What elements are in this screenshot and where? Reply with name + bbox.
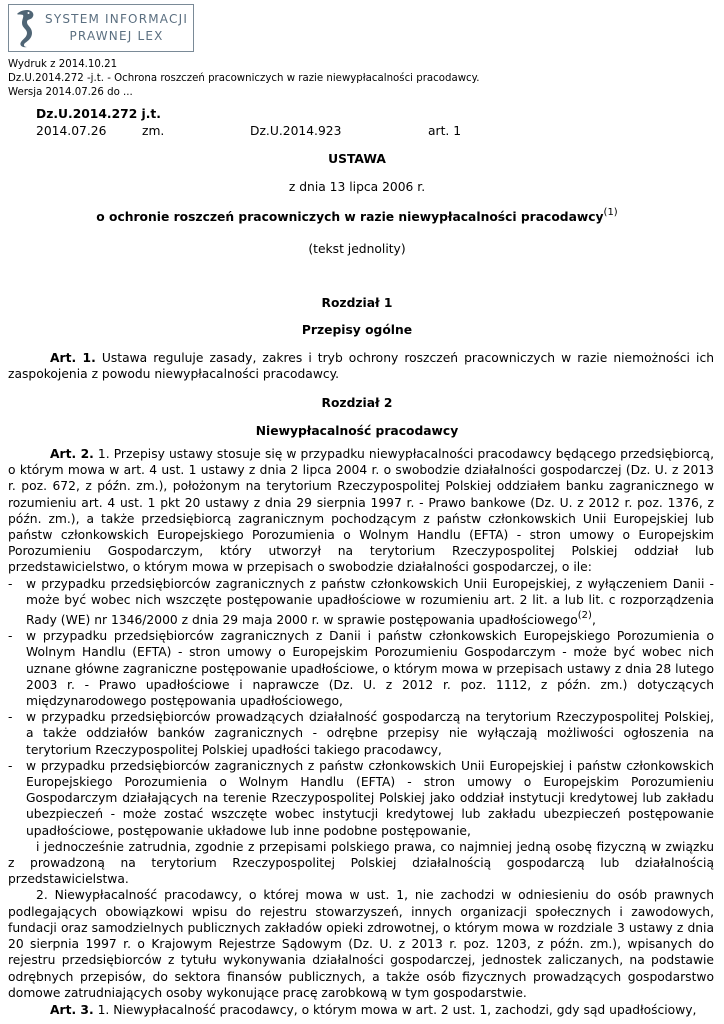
amendment-type: zm. (142, 124, 165, 138)
print-metadata (8, 58, 479, 100)
list-item (8, 576, 714, 629)
article-2-para-1-text: 1. Przepisy ustawy stosuje się w przypadku niewypłacalności pracodawcy będącego przedsiębiorcą, o którym mowa w art. 4 ust. 1 ustawy z dnia 2 lipca 2004 r. o swobodzie działalności gospodarczej (Dz. U. z 2013 r. poz. 672, z późn. zm.), położonym na terytorium Rzeczypospolitej Polskiej oddziałem banku zagranicznego w rozumieniu art. 4 ust. 1 pkt 20 ustawy z dnia 29 sierpnia 1997 r. - Prawo bankowe (Dz. U. z 2012 r. poz. 1376, z późn. zm.), a także przedsiębiorcą zagranicznym pochodzącym z państw członkowskich Unii Europejskiej lub państw członkowskich Europejskiego Porozumienia o Wolnym Handlu (EFTA) - stron umowy o Europejskim Porozumieniu Gospodarczym, który utworzył na terytorium Rzeczypospolitej Polskiej oddział lub przedstawicielstwo, o którym mowa w przepisach o swobodzie działalności gospodarczej, o ile: (8, 447, 714, 575)
consolidated-text-note: (tekst jednolity) (308, 242, 406, 256)
act-date: z dnia 13 lipca 2006 r. (288, 180, 426, 194)
list-dash: - (8, 710, 13, 725)
act-id: Dz.U.2014.272 j.t. (36, 107, 161, 121)
list-dash: - (8, 758, 13, 773)
seahorse-icon (13, 7, 39, 49)
list-item-text: w przypadku przedsiębiorców zagranicznych z państw członkowskich Unii Europejskiej, z wyłączeniem Danii - może być wobec nich wszczęte postępowanie upadłościowe w rozumieniu art. 2 lit. a lub lit. c rozporządzenia Rady (WE) nr 1346/2000 z dnia 29 maja 2000 r. w sprawie postępowania upadłościowego (26, 576, 714, 628)
printout-date: Wydruk z 2014.10.21 (8, 59, 118, 70)
article-2-para-2: 2. Niewypłacalność pracodawcy, o której mowa w ust. 1, nie zachodzi w odniesieniu do osób prawnych podlegających obowiązkowi wpisu do rejestru stowarzyszeń, innych organizacji społecznych i zawodowych, fundacji oraz samodzielnych publicznych zakładów opieki zdrowotnej, o którym mowa w rozdziale 3 ustawy z dnia 20 sierpnia 1997 r. o Krajowym Rejestrze Sądowym (Dz. U. z 2013 r. poz. 1203, z późn. zm.), wpisanych do rejestru przedsiębiorców z tytułu wykonywania działalności gospodarczej, jednostek zaliczanych, na podstawie odrębnych przepisów, do sektora finansów publicznych, a także osób fizycznych prowadzących gospodarstwo domowe zatrudniających osoby wykonujące pracę zarobkową w tym gospodarstwie. (8, 888, 714, 1000)
article-1-text: Ustawa reguluje zasady, zakres i tryb ochrony roszczeń pracowniczych w razie niemożności ich zaspokojenia z powodu niewypłacalności pracodawcy. (8, 351, 714, 382)
lex-logo (8, 4, 194, 52)
act-type: USTAWA (328, 152, 386, 166)
chapter-1-label: Rozdział 1 (321, 296, 393, 310)
document-title: Dz.U.2014.272 -j.t. - Ochrona roszczeń pracowniczych w razie niewypłacalności pracodawcy. (8, 73, 480, 84)
logo-line-2: PRAWNEJ LEX (69, 29, 164, 43)
list-dash: - (8, 629, 13, 644)
article-3-label: Art. 3. (50, 1003, 94, 1017)
chapter-2-label: Rozdział 2 (321, 396, 393, 410)
act-title (0, 207, 714, 224)
list-item (8, 709, 714, 758)
list-item-text: w przypadku przedsiębiorców zagranicznych z państw członkowskich Unii Europejskiej i państw członkowskich Europejskiego Porozumienia o Wolnym Handlu (EFTA) - stron umowy o Europejskim Porozumieniu Gospodarczym działających na terenie Rzeczypospolitej Polskiej jako oddział instytucji kredytowej lub zakładu ubezpieczeń - może zostać wszczęte wobec instytucji kredytowej lub zakładu ubezpieczeń postępowanie upadłościowe, postępowanie układowe lub inne podobne postępowanie, (26, 758, 714, 838)
chapter-1-title: Przepisy ogólne (301, 323, 413, 337)
article-2-label: Art. 2. (50, 447, 94, 461)
article-2-para-1-tail: i jednocześnie zatrudnia, zgodnie z przepisami polskiego prawa, co najmniej jedną osobę fizyczną w związku z prowadzoną na terytorium Rzeczypospolitej Polskiej działalnością gospodarczą lub działalnością przedstawicielstwa. (8, 839, 714, 887)
list-item-text: w przypadku przedsiębiorców zagranicznych z Danii i państw członkowskich Europejskiego Porozumienia o Wolnym Handlu (EFTA) - stron umowy o Europejskim Porozumieniu Gospodarczym - może być wobec nich uznane główne zagraniczne postępowanie upadłościowe, o którym mowa w przepisach ustawy z dnia 28 lutego 2003 r. - Prawo upadłościowe i naprawcze (Dz. U. z 2012 r. poz. 1112, z późn. zm.) dotyczących międzynarodowego postępowania upadłościowego, (26, 629, 715, 709)
article-2 (8, 446, 714, 1001)
list-item-text: w przypadku przedsiębiorców prowadzących działalność gospodarczą na terytorium Rzeczypospolitej Polskiej, a także oddziałów banków zagranicznych - odrębne przepisy nie wyłączają możliwości ogłoszenia na terytorium Rzeczypospolitej Polskiej upadłości takiego pracodawcy, (26, 710, 714, 757)
list-item (8, 628, 714, 709)
article-1 (8, 350, 714, 382)
list-item (8, 758, 714, 839)
article-1-label: Art. 1. (50, 351, 96, 365)
list-item-tail: , (591, 613, 596, 628)
amendment-art: art. 1 (428, 124, 462, 138)
footnote-ref-2[interactable]: (2) (577, 610, 592, 622)
article-3-text: 1. Niewypłacalność pracodawcy, o którym mowa w art. 2 ust. 1, zachodzi, gdy sąd upadłościowy, (97, 1003, 697, 1017)
article-3 (8, 1002, 714, 1018)
article-2-para-1 (8, 446, 714, 576)
amendment-ref: Dz.U.2014.923 (250, 124, 342, 138)
act-title-text: o ochronie roszczeń pracowniczych w razie niewypłacalności pracodawcy (96, 210, 604, 224)
version-info: Wersja 2014.07.26 do ... (8, 87, 133, 98)
chapter-2-title: Niewypłacalność pracodawcy (255, 424, 459, 438)
amendment-date: 2014.07.26 (36, 124, 107, 138)
footnote-ref-1[interactable]: (1) (603, 207, 618, 218)
logo-line-1: SYSTEM INFORMACJI (45, 12, 189, 26)
list-dash: - (8, 576, 13, 591)
